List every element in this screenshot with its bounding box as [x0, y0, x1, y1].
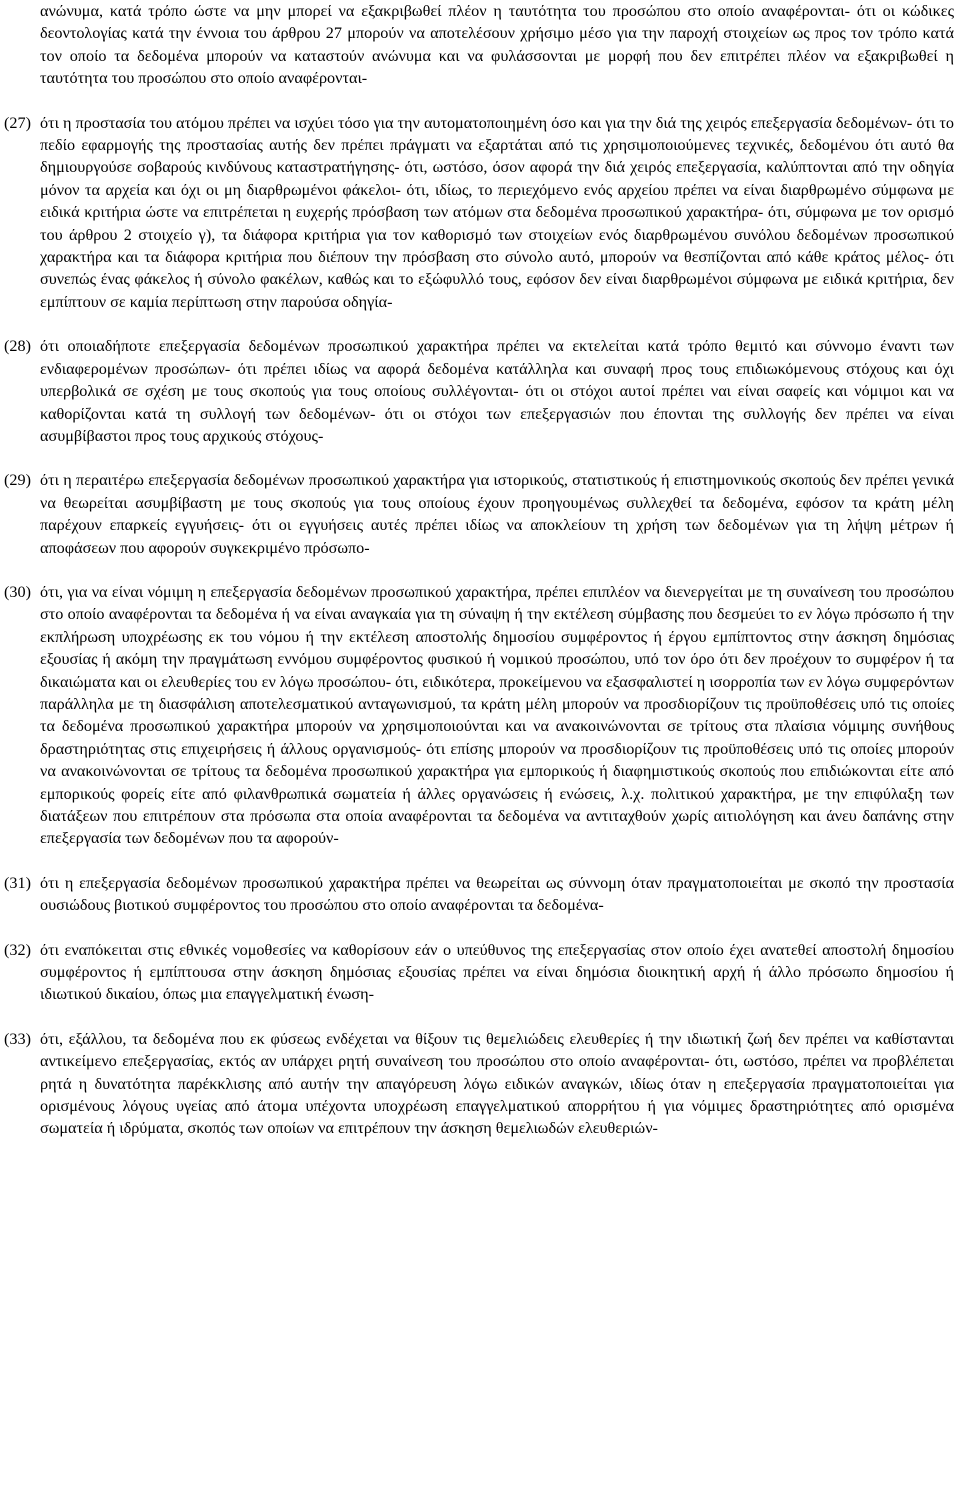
recital-33 — [4, 1028, 954, 1140]
recital-31 — [4, 872, 954, 917]
recital-text: ότι η επεξεργασία δεδομένων προσωπικού χαρακτήρα πρέπει να θεωρείται ως σύννομη όταν πραγματοποιείται με σκοπό την προστασία ουσιώδους βιοτικού συμφέροντος του προσώπου στο οποίο αναφέρονται τα δεδομένα- — [40, 873, 954, 915]
recital-number: (31) — [4, 873, 31, 892]
recital-number: (28) — [4, 337, 31, 356]
paragraph-gap — [0, 850, 960, 872]
paragraph-gap — [0, 313, 960, 335]
recital-text: ότι εναπόκειται στις εθνικές νομοθεσίες να καθορίσουν εάν ο υπεύθυνος της επεξεργασίας στον οποίο έχει ανατεθεί αποστολή δημοσίου συμφέροντος ή εμπίπτουσα στην άσκηση δημόσιας εξουσίας πρέπει να είναι δημόσια διοικητική αρχή ή άλλο πρόσωπο δημοσίου ή ιδιωτικού δικαίου, όπως μια επαγγελματική ένωση- — [40, 940, 954, 1004]
paragraph-gap — [0, 559, 960, 581]
recital-number: (32) — [4, 940, 31, 959]
paragraph-gap — [0, 1006, 960, 1028]
recital-number: (33) — [4, 1029, 31, 1048]
recital-number: (27) — [4, 113, 31, 132]
recital-32 — [4, 939, 954, 1006]
recital-number: (30) — [4, 582, 31, 601]
recital-text: ότι η περαιτέρω επεξεργασία δεδομένων προσωπικού χαρακτήρα για ιστορικούς, στατιστικούς ή επιστημονικούς σκοπούς δεν πρέπει γενικά να θεωρείται ασυμβίβαστη με τους σκοπούς για τους οποίους έχουν προηγουμένως συλλεχθεί τα δεδομένα, εφόσον τα κράτη μέλη παρέχουν επαρκείς εγγυήσεις- ότι οι εγγυήσεις αυτές πρέπει ιδίως να αποκλείουν τη χρήση των δεδομένων για τη λήψη μέτρων ή αποφάσεων που αφορούν συγκεκριμένο πρόσωπο- — [40, 471, 954, 557]
recital-30 — [4, 581, 954, 850]
recital-text: ότι, για να είναι νόμιμη η επεξεργασία δεδομένων προσωπικού χαρακτήρα, πρέπει επιπλέον να διενεργείται με τη συναίνεση του προσώπου στο οποίο αναφέρονται τα δεδομένα ή να είναι αναγκαία για τη σύναψη ή την εκτέλεση σύμβασης που δεσμεύει το εν λόγω πρόσωπο ή την εκπλήρωση υποχρέωσης εκ του νόμου ή την εκτέλεση αποστολής δημοσίου συμφέροντος ή έργου εμπίπτοντος στην άσκηση δημόσιας εξουσίας ή ακόμη την πραγμάτωση εννόμου συμφέροντος φυσικού ή νομικού προσώπου, υπό τον όρο ότι δεν προέχουν το συμφέρον ή τα δικαιώματα και οι ελευθερίες του εν λόγω προσώπου- ότι, ειδικότερα, προκείμενου να εξασφαλιστεί η ισορροπία των εν λόγω συμφερόντων παράλληλα με τη διασφάλιση αποτελεσματικού ανταγωνισμού, τα κράτη μέλη μπορούν να προσδιορίζουν τις προϋποθέσεις υπό τις οποίες τα δεδομένα προσωπικού χαρακτήρα μπορούν να χρησιμοποιούνται και να ανακοινώνονται σε τρίτους στα πλαίσια νόμιμης συνήθους δραστηριότητας στις επιχειρήσεις ή άλλους οργανισμούς- ότι επίσης μπορούν να προσδιορίζουν τις προϋποθέσεις υπό τις οποίες μπορούν να ανακοινώνονται σε τρίτους τα δεδομένα προσωπικού χαρακτήρα για εμπορικούς ή διαφημιστικούς σκοπούς που επιδιώκονται είτε από εμπορικούς φορείς είτε από φιλανθρωπικά σωματεία ή άλλες οργανώσεις ή ενώσεις, λ.χ. πολιτικού χαρακτήρα, με την επιφύλαξη των διατάξεων που επιτρέπουν στα πρόσωπα στα οποία αναφέρονται τα δεδομένα να αντιταχθούν χωρίς αιτιολόγηση και άνευ δαπάνης στην επεξεργασία των δεδομένων που τα αφορούν- — [40, 582, 954, 848]
paragraph-gap — [0, 447, 960, 469]
recital-text: ότι, εξάλλου, τα δεδομένα που εκ φύσεως ενδέχεται να θίξουν τις θεμελιώδεις ελευθερίες ή την ιδιωτική ζωή δεν πρέπει να καθίστανται αντικείμενο επεξεργασίας, εκτός αν υπάρχει ρητή συναίνεση του προσώπου στο οποίο αναφέρονται- ότι, ωστόσο, πρέπει να προβλέπεται ρητά η δυνατότητα παρέκκλισης από αυτήν την απαγόρευση λόγω ειδικών αναγκών, ιδίως όταν η επεξεργασία πραγματοποιείται για ορισμένους λόγους υγείας από άτομα υπέχοντα υποχρέωση επαγγελματικού απορρήτου ή για νόμιμες δραστηριότητες από ορισμένα σωματεία ή ιδρύματα, σκοπός των οποίων να επιτρέπουν την άσκηση θεμελιωδών ελευθεριών- — [40, 1029, 954, 1138]
recital-29 — [4, 469, 954, 559]
recital-text: ότι οποιαδήποτε επεξεργασία δεδομένων προσωπικού χαρακτήρα πρέπει να εκτελείται κατά τρόπο θεμιτό και σύννομο έναντι των ενδιαφερομένων προσώπων- ότι πρέπει ιδίως να αφορά δεδομένα κατάλληλα και συναφή προς τους επιδιωκόμενους στόχους και όχι υπερβολικά σε σχέση με τους σκοπούς για τους οποίους συλλέγονται- ότι οι στόχοι αυτοί πρέπει ναι είναι σαφείς και νόμιμοι και να καθορίζονται κατά τη συλλογή των δεδομένων- ότι οι στόχοι των επεξεργασιών που έπονται της συλλογής δεν πρέπει να είναι ασυμβίβαστοι προς τους αρχικούς στόχους- — [40, 337, 954, 445]
recital-27 — [4, 112, 954, 314]
intro-paragraph: ανώνυμα, κατά τρόπο ώστε να μην μπορεί να εξακριβωθεί πλέον η ταυτότητα του προσώπου στο οποίο αναφέρονται- ότι οι κώδικες δεοντολογίας κατά την έννοια του άρθρου 27 μπορούν να αποτελέσουν χρήσιμο μέσο για την παροχή στοιχείων ως προς τον τρόπο κατά τον οποίο τα δεδομένα μπορούν να καταστούν ανώνυμα και να φυλάσσονται με μορφή που δεν επιτρέπει πλέον να εξακριβωθεί η ταυτότητα του προσώπου στο οποίο αναφέρονται- — [40, 2, 954, 88]
recital-number: (29) — [4, 471, 31, 490]
paragraph-gap — [0, 917, 960, 939]
recital-28 — [4, 335, 954, 447]
paragraph-gap — [0, 90, 960, 112]
recital-text: ότι η προστασία του ατόμου πρέπει να ισχύει τόσο για την αυτοματοποιημένη όσο και για την διά της χειρός επεξεργασία δεδομένων- ότι το πεδίο εφαρμογής της προστασίας αυτής δεν πρέπει πράγματι να εξαρτάται από τις χρησιμοποιούμενες τεχνικές, δεδομένου ότι αυτό θα δημιουργούσε σοβαρούς κινδύνους καταστρατήγησης- ότι, ωστόσο, όσον αφορά την διά χειρός επεξεργασία, καλύπτονται από την οδηγία μόνον τα αρχεία και όχι οι μη διαρθρωμένοι φάκελοι- ότι, ιδίως, το περιεχόμενο ενός αρχείου πρέπει να είναι διαρθρωμένο σύμφωνα με ειδικά κριτήρια ώστε να επιτρέπεται η ευχερής πρόσβαση των ατόμων στα δεδομένα προσωπικού χαρακτήρα- ότι, σύμφωνα με τον ορισμό του άρθρου 2 στοιχείο γ), τα διάφορα κριτήρια για τον καθορισμό των στοιχείων ενός διαρθρωμένου συνόλου δεδομένων προσωπικού χαρακτήρα και τα διάφορα κριτήρια που διέπουν την πρόσβαση στο σύνολο αυτό, μπορούν να θεσπίζονται από κάθε κράτος μέλος- ότι συνεπώς ένας φάκελος ή σύνολο φακέλων, καθώς και το εξώφυλλό τους, εφόσον δεν είναι διαρθρωμένοι σύμφωνα με ειδικά κριτήρια, δεν εμπίπτουν σε καμία περίπτωση στην παρούσα οδηγία- — [40, 113, 954, 311]
